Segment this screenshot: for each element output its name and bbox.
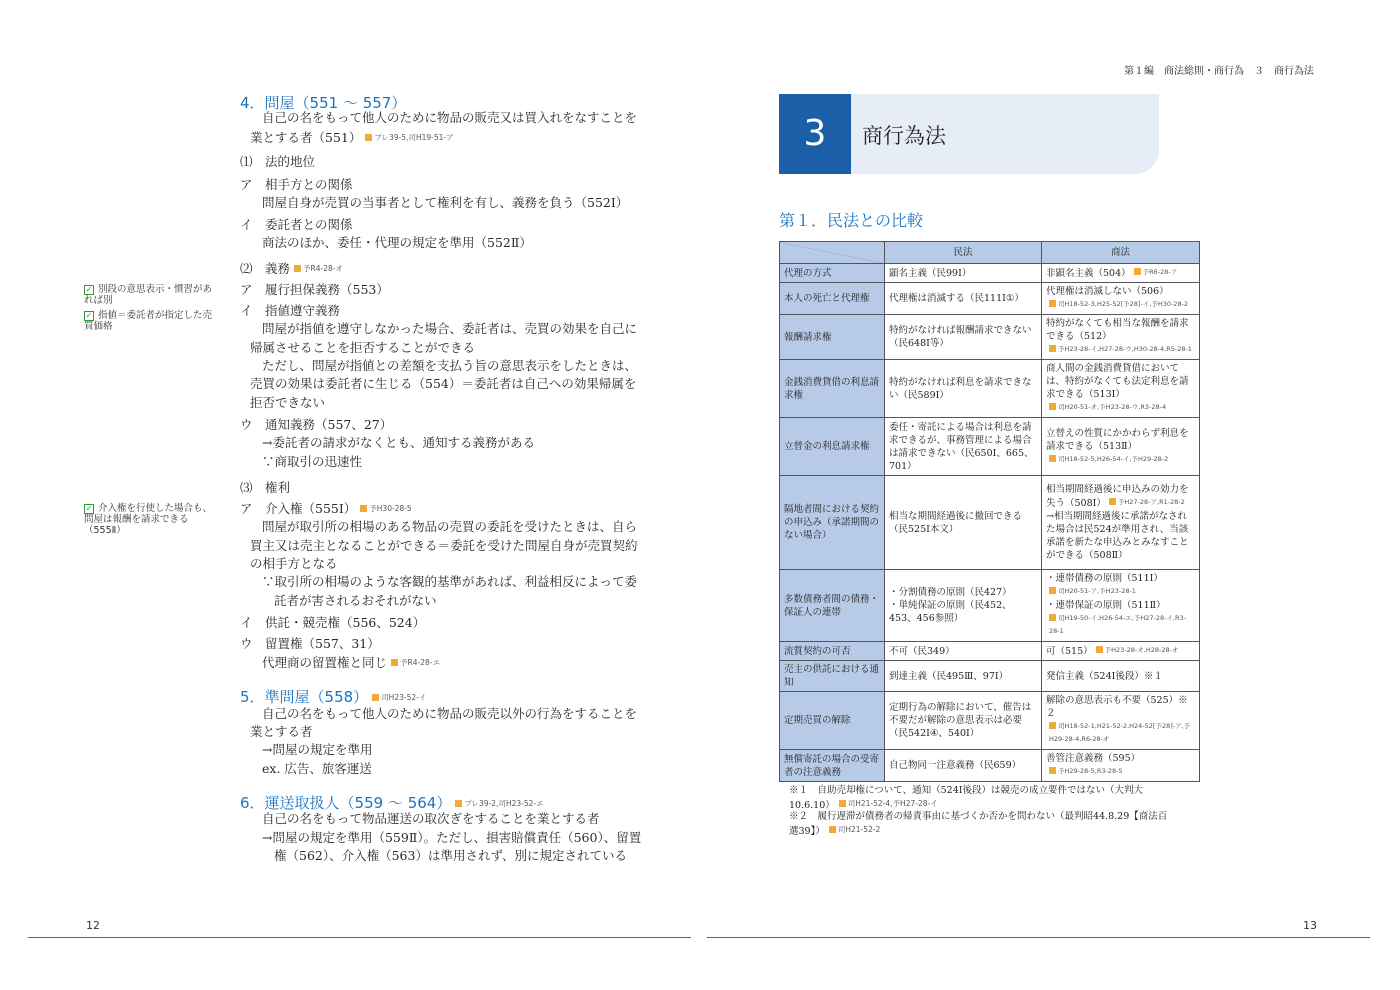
commercial-law-cell: 非顕名主義（504） 予R6-28-ア [1042,264,1200,283]
reference-badge: 予H27-28-ア,R1-28-2 [1109,496,1185,509]
reference-badge: 予H23-28-オ,H28-28-オ [1096,644,1179,657]
reference-badge: 予R4-28-オ [294,260,343,278]
text-line: ex. 広告、旅客運送 [262,761,372,776]
section-6-title: 6．運送取扱人（559 ～ 564） プレ39-2,司H23-52-エ [240,794,544,812]
text-line: 帰属させることを拒否することができる [250,340,476,355]
civil-law-cell: 定期行為の解除において、催告は不要だが解除の意思表示は必要（民542Ⅰ④、540Ⅰ） [885,692,1042,750]
commercial-law-cell: 相当期間経過後に申込みの効力を失う（508Ⅰ） 予H27-28-ア,R1-28-2 →相当期間経過後に承諾がなされた場合は民524が準用され、当該承諾を新たな申込みとみなすことができる（508Ⅱ） [1042,476,1200,570]
row-label: 本人の死亡と代理権 [780,283,885,315]
reference-badge: 司H20-51-ア,予H23-28-1 [1049,585,1136,598]
checkbox-icon: ✓ [85,504,93,513]
text-line: イ 指値遵守義務 [240,303,341,318]
row-label: 定期売買の解除 [780,692,885,750]
row-label: 立替金の利息請求権 [780,418,885,476]
commercial-law-cell: 代理権は消滅しない（506）司H18-52-3,H25-52[予28]-イ,予H30-28-2 [1042,283,1200,315]
reference-badge: 司H18-52-3,H25-52[予28]-イ,予H30-28-2 [1049,298,1188,311]
text-line: ∵商取引の迅速性 [262,454,363,469]
text-line: ウ 通知義務（557、27） [240,417,393,432]
text-line: 買主又は売主となることができる＝委託を受けた問屋自身が売買契約 [250,538,638,553]
text-line: ア 介入権（555Ⅰ） 予H30-28-5 [240,501,412,516]
text-line: 商法のほか、委任・代理の規定を準用（552Ⅱ） [262,235,532,250]
column-header: 商法 [1042,242,1200,264]
reference-badge: 司H20-51-オ,予H23-28-ウ,R3-28-4 [1049,401,1166,414]
chapter-number: 3 [779,94,851,174]
checkbox-icon: ✓ [85,311,93,320]
text-line: 拒否できない [250,395,326,410]
row-label: 多数債務者間の債務・保証人の連帯 [780,570,885,642]
text-line: 自己の名をもって他人のために物品の販売又は買入れをなすことを [262,110,638,125]
text-line: イ 委託者との関係 [240,217,353,232]
text-line: →委託者の請求がなくとも、通知する義務がある [262,435,535,450]
table-row [780,476,1200,570]
text-line: 問屋自身が売買の当事者として権利を有し、義務を負う（552Ⅰ） [262,195,629,210]
row-label: 金銭消費貸借の利息請求権 [780,360,885,418]
text-line: の相手方となる [250,556,338,571]
row-label: 流質契約の可否 [780,642,885,661]
text-line: 売買の効果は委託者に生じる（554）＝委託者は自己への効果帰属を [250,376,637,391]
part-title: 第１．民法との比較 [779,211,924,230]
table-row [780,264,1200,283]
civil-law-cell: 代理権は消滅する（民111Ⅰ①） [885,283,1042,315]
commercial-law-cell: ・連帯債務の原則（511Ⅰ）司H20-51-ア,予H23-28-1 ・連帯保証の原則（511Ⅱ）司H19-50-イ,H26-54-エ,予H27-28-イ,R3-28-1 [1042,570,1200,642]
commercial-law-cell: 立替えの性質にかかわらず利息を請求できる（513Ⅱ）司H18-52-5,H26-54-イ,予H29-28-2 [1042,418,1200,476]
civil-law-cell: 到達主義（民495Ⅲ、97Ⅰ） [885,661,1042,692]
text-line: ア 相手方との関係 [240,177,353,192]
reference-badge: 司H21-52-4,予H27-28-イ [839,797,938,810]
text-line: ただし、問屋が指値との差額を支払う旨の意思表示をしたときは、 [262,358,638,373]
section-5-title: 5．準問屋（558） 司H23-52-イ [240,688,427,706]
reference-badge: 司H23-52-イ [372,692,426,703]
footer-rule [28,937,691,938]
text-line: 自己の名をもって物品運送の取次ぎをすることを業とする者 [262,811,600,826]
reference-badge: 予R4-28-エ [391,654,440,672]
text-line: 代理商の留置権と同じ 予R4-28-エ [262,655,440,670]
table-row [780,283,1200,315]
side-note: ✓ 指値＝委託者が指定した売買価格 [84,310,213,332]
footnote: ※１ 自助売却権について、通知（524Ⅰ後段）は競売の成立要件ではない（大判大10.6.10） 司H21-52-4,予H27-28-イ [789,785,1144,811]
text-line: ⑵ 義務 予R4-28-オ [240,261,343,276]
text-line: 自己の名をもって他人のために物品の販売以外の行為をすることを [262,706,638,721]
civil-law-cell: 不可（民349） [885,642,1042,661]
reference-badge: 司H21-52-2 [829,823,880,836]
table-row [780,570,1200,642]
reference-badge: 予R6-28-ア [1134,266,1178,279]
table-row [780,315,1200,360]
text-line: 業とする者（551） プレ39-5,司H19-51-ア [250,130,454,145]
table-row [780,418,1200,476]
running-header: 第１編 商法総則・商行為 ３ 商行為法 [1124,66,1314,77]
reference-badge: 予H29-28-5,R3-28-5 [1049,765,1123,778]
table-row [780,360,1200,418]
row-label: 売主の供託における通知 [780,661,885,692]
civil-law-cell: 特約がなければ利息を請求できない（民589Ⅰ） [885,360,1042,418]
column-header: 民法 [885,242,1042,264]
row-label: 報酬請求権 [780,315,885,360]
civil-law-cell: 顕名主義（民99Ⅰ） [885,264,1042,283]
table-corner [780,242,885,264]
civil-law-cell: 自己物同一注意義務（民659） [885,750,1042,782]
reference-badge: 司H19-50-イ,H26-54-エ,予H27-28-イ,R3-28-1 [1049,614,1187,635]
text-line: 託者が害されるおそれがない [274,593,437,608]
table-header-row [780,242,1200,264]
commercial-law-cell: 商人間の金銭消費貸借においては、特約がなくても法定利息を請求できる（513Ⅰ）司H20-51-オ,予H23-28-ウ,R3-28-4 [1042,360,1200,418]
text-line: ⑶ 権利 [240,480,291,495]
civil-law-cell: ・分割債務の原則（民427） ・単純保証の原則（民452、453、456参照） [885,570,1042,642]
text-line: ア 履行担保義務（553） [240,282,389,297]
reference-badge: 司H18-52-5,H26-54-イ,予H29-28-2 [1049,453,1168,466]
civil-law-cell: 相当な期間経過後に撤回できる（民525Ⅰ本文） [885,476,1042,570]
text-line: ウ 留置権（557、31） [240,636,380,651]
commercial-law-cell: 特約がなくても相当な報酬を請求できる（512）予H23-28-イ,H27-28-ウ,H30-28-4,R5-28-1 [1042,315,1200,360]
row-label: 代理の方式 [780,264,885,283]
row-label: 無償寄託の場合の受寄者の注意義務 [780,750,885,782]
text-line: 業とする者 [250,724,313,739]
comparison-table [779,241,1200,782]
text-line: 問屋が指値を遵守しなかった場合、委託者は、売買の効果を自己に [262,321,638,336]
commercial-law-cell: 善管注意義務（595）予H29-28-5,R3-28-5 [1042,750,1200,782]
reference-badge: 予H30-28-5 [360,500,411,518]
reference-badge: プレ39-2,司H23-52-エ [455,798,543,809]
text-line: イ 供託・競売権（556、524） [240,615,426,630]
chapter-title: 商行為法 [862,124,946,148]
side-note: ✓ 介入権を行使した場合も、問屋は報酬を請求できる（555Ⅱ） [84,503,213,536]
text-line: 権（562）、介入権（563）は準用されず、別に規定されている [274,848,627,863]
table-row [780,642,1200,661]
page-number: 12 [86,919,100,932]
footnote: ※２ 履行遅滞が債務者の帰責事由に基づくか否かを問わない（最判昭44.8.29【商法百選39】） 司H21-52-2 [789,811,1168,837]
row-label: 隔地者間における契約の申込み（承諾期間のない場合） [780,476,885,570]
text-line: →問屋の規定を準用 [262,742,373,757]
reference-badge: 司H18-52-1,H21-52-2,H24-52[予28]-ア,予H29-28-4,R6-28-オ [1049,722,1191,743]
civil-law-cell: 委任・寄託による場合は利息を請求できるが、事務管理による場合は請求できない（民650Ⅰ、665、701） [885,418,1042,476]
commercial-law-cell: 発信主義（524Ⅰ後段）※１ [1042,661,1200,692]
text-line: 問屋が取引所の相場のある物品の売買の委託を受けたときは、自ら [262,519,638,534]
side-note: ✓ 別段の意思表示・慣習があれば別 [84,284,213,306]
commercial-law-cell: 解除の意思表示も不要（525）※２司H18-52-1,H21-52-2,H24-52[予28]-ア,予H29-28-4,R6-28-オ [1042,692,1200,750]
commercial-law-cell: 可（515） 予H23-28-オ,H28-28-オ [1042,642,1200,661]
table-row [780,750,1200,782]
footer-rule [707,937,1370,938]
page-number: 13 [1303,919,1317,932]
text-line: ⑴ 法的地位 [240,154,316,169]
text-line: →問屋の規定を準用（559Ⅱ）。ただし、損害賠償責任（560）、留置 [262,830,642,845]
reference-badge: 予H23-28-イ,H27-28-ウ,H30-28-4,R5-28-1 [1049,343,1192,356]
reference-badge: プレ39-5,司H19-51-ア [365,129,453,147]
checkbox-icon: ✓ [85,285,93,294]
text-line: ∵取引所の相場のような客観的基準があれば、利益相反によって委 [262,574,638,589]
table-row [780,661,1200,692]
civil-law-cell: 特約がなければ報酬請求できない（民648Ⅰ等） [885,315,1042,360]
section-4-title: 4．問屋（551 ～ 557） [240,94,407,112]
table-row [780,692,1200,750]
